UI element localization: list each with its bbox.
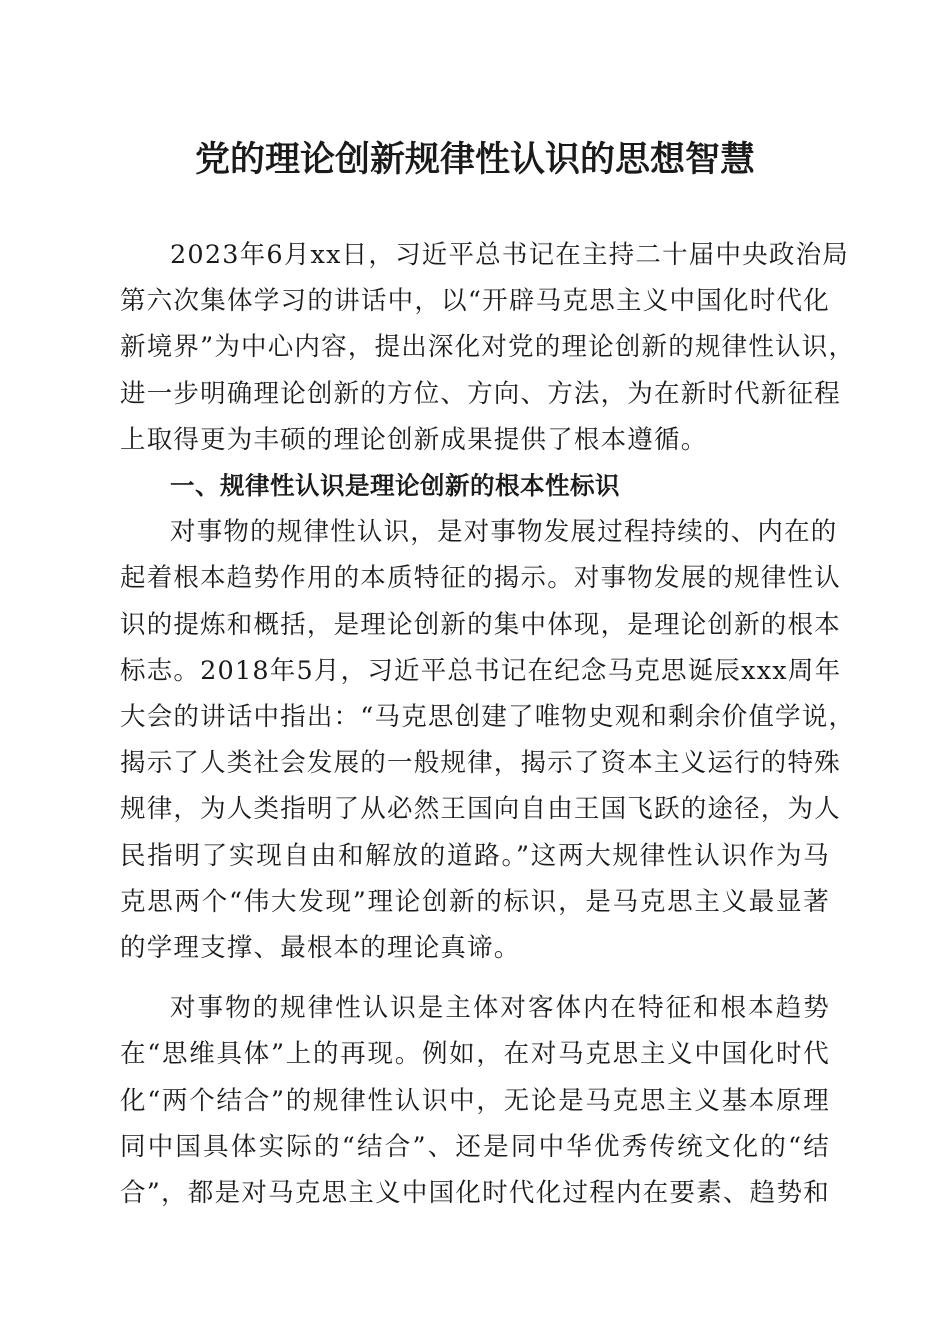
paragraph-line: 同中国具体实际的“结合”、还是同中华优秀传统文化的“结: [120, 1131, 830, 1162]
paragraph-line: 标志。2018年5月，习近平总书记在纪念马克思诞辰xxx周年: [120, 655, 842, 686]
paragraph-line: 新境界”为中心内容，提出深化对党的理论创新的规律性认识，: [120, 332, 856, 363]
document-body: [120, 232, 856, 1216]
paragraph-line: 起着根本趋势作用的本质特征的揭示。对事物发展的规律性认: [120, 563, 841, 594]
intro-paragraph: [120, 232, 856, 463]
paragraph-line: 化“两个结合”的规律性认识中，无论是马克思主义基本原理: [120, 1085, 830, 1116]
paragraph-line: 2023年6月xx日，习近平总书记在主持二十届中央政治局: [170, 240, 849, 270]
paragraph-line: 大会的讲话中指出：“马克思创建了唯物史观和剩余价值学说，: [120, 702, 856, 733]
paragraph-line: 的学理支撑、最根本的理论真谛。: [120, 933, 521, 964]
section-heading: 一、规律性认识是理论创新的根本性标识: [170, 471, 620, 501]
paragraph-spacer: [120, 971, 830, 985]
body-paragraph: [120, 509, 856, 971]
paragraph-line: 揭示了人类社会发展的一般规律，揭示了资本主义运行的特殊: [120, 748, 841, 779]
paragraph-line: 合”，都是对马克思主义中国化时代化过程内在要素、趋势和: [120, 1178, 830, 1209]
paragraph-line: 民指明了实现自由和解放的道路。”这两大规律性认识作为马: [120, 840, 830, 871]
body-paragraph: [120, 985, 830, 1216]
paragraph-line: 对事物的规律性认识，是对事物发展过程持续的、内在的: [170, 517, 838, 548]
paragraph-line: 在“思维具体”上的再现。例如，在对马克思主义中国化时代: [120, 1039, 830, 1070]
paragraph-line: 上取得更为丰硕的理论创新成果提供了根本遵循。: [120, 424, 708, 455]
paragraph-line: 进一步明确理论创新的方位、方向、方法，为在新时代新征程: [120, 378, 841, 409]
paragraph-line: 克思两个“伟大发现”理论创新的标识，是马克思主义最显著: [120, 886, 830, 917]
paragraph-line: 对事物的规律性认识是主体对客体内在特征和根本趋势: [170, 993, 830, 1024]
paragraph-line: 识的提炼和概括，是理论创新的集中体现，是理论创新的根本: [120, 609, 841, 640]
paragraph-line: 第六次集体学习的讲话中，以“开辟马克思主义中国化时代化: [120, 286, 830, 317]
document-title: 党的理论创新规律性认识的思想智慧: [194, 139, 755, 180]
paragraph-line: 规律，为人类指明了从必然王国向自由王国飞跃的途径，为人: [120, 794, 841, 825]
